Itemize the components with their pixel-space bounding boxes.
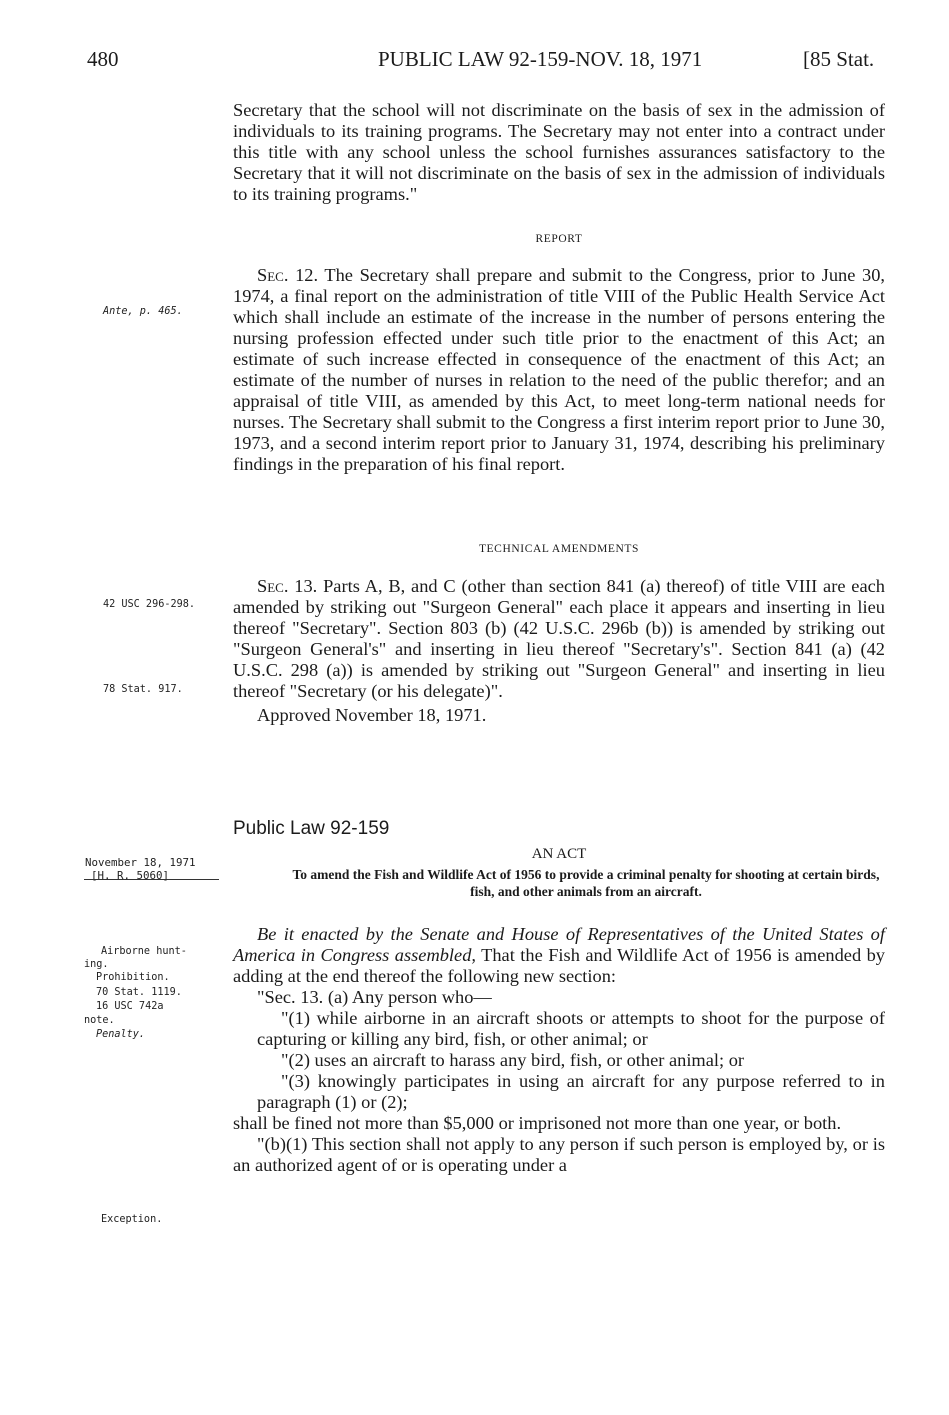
law-body <box>233 924 885 1176</box>
sec-label: Sec. <box>257 576 289 596</box>
enacting-clause-rest: That the Fish and Wildlife Act of 1956 is amended by adding at the end thereof the following new section: <box>233 945 885 986</box>
margin-70stat: 70 Stat. 1119. <box>96 987 182 998</box>
technical-amendments-heading: TECHNICAL AMENDMENTS <box>478 543 640 555</box>
margin-16usc: 16 USC 742a <box>96 1001 164 1012</box>
item-1: "(1) while airborne in an aircraft shoots or attempts to shoot for the purpose of capturing or killing any bird, fish, or other animal; or <box>257 1008 885 1049</box>
margin-airborne-cont: ing. <box>84 959 109 970</box>
margin-penalty: Penalty. <box>96 1029 146 1040</box>
act-label: AN ACT <box>531 846 587 862</box>
approved-date: Approved November 18, 1971. <box>257 705 487 725</box>
item-3: "(3) knowingly participates in using an aircraft for any purpose referred to in paragraph (1) or (2); <box>257 1071 885 1112</box>
report-heading: REPORT <box>535 233 583 245</box>
sec-label: Sec. <box>257 265 289 285</box>
sec-13b: "(b)(1) This section shall not apply to any person if such person is employed by, or is an authorized agent of or is operating under a <box>233 1134 885 1175</box>
enacting-clause: Be it enacted by the Senate and House of Representatives of the United States of America in Congress assembled, <box>233 924 885 965</box>
volume-reference: [85 Stat. <box>803 47 875 71</box>
running-title: PUBLIC LAW 92-159-NOV. 18, 1971 <box>378 47 703 71</box>
margin-note-78stat: 78 Stat. 917. <box>103 684 183 695</box>
margin-note-ante: Ante, p. 465. <box>103 306 183 317</box>
margin-note-42usc: 42 USC 296-298. <box>103 599 196 610</box>
margin-bill: [H. R. 5060] <box>91 869 170 882</box>
margin-exception: Exception. <box>101 1214 163 1225</box>
margin-prohibition: Prohibition. <box>96 972 170 983</box>
margin-rule <box>84 879 219 880</box>
section-13 <box>233 576 885 726</box>
section-13-text: 13. Parts A, B, and C (other than section 841 (a) thereof) of title VIII are each amended by striking out "Surgeon General" each place it appears and inserting in lieu thereof "Secretary". Section 803 (b) (42 U.S.C. 296b (b)) is amended by striking out "Surgeon General's" and inserting in lieu thereof "Secretary's". Section 841 (a) (42 U.S.C. 298 (a)) is amended by striking out "Surgeon General" and inserting in lieu thereof "Secretary (or his delegate)". <box>233 576 885 701</box>
section-12-text: 12. The Secretary shall prepare and submit to the Congress, prior to June 30, 1974, a final report on the administration of title VIII of the Public Health Service Act which shall include an estimate of the increase in the number of persons entering the nursing profession effected under such title prior to the enactment of this Act; an estimate of such increase effected in consequence of the enactment of this Act; an estimate of the number of nurses in relation to the need of the public therefor; and an appraisal of title VIII, as amended by this Act, to meet long-term national needs for nurses. The Secretary shall submit to the Congress a first interim report prior to June 30, 1973, and a second interim report prior to January 31, 1974, describing his preliminary findings in the preparation of his final report. <box>233 265 885 474</box>
margin-date: November 18, 1971 <box>85 856 196 869</box>
section-12 <box>233 265 885 475</box>
margin-airborne: Airborne hunt- <box>101 946 187 957</box>
page-number: 480 <box>87 47 119 71</box>
act-title: To amend the Fish and Wildlife Act of 1956 to provide a criminal penalty for shooting at certain birds, fish, and other animals from an aircraft. <box>292 867 880 899</box>
law-name: Public Law 92-159 <box>233 818 390 839</box>
margin-note-word: note. <box>84 1015 115 1026</box>
continuation-paragraph: Secretary that the school will not discriminate on the basis of sex in the admission of individuals to its training programs. The Secretary may not enter into a contract under this title with any school unless the school furnishes assurances satisfactory to the Secretary that it will not discriminate on the basis of sex in the admission of individuals to its training programs." <box>233 100 885 204</box>
penalty-clause: shall be fined not more than $5,000 or imprisoned not more than one year, or both. <box>233 1113 842 1133</box>
item-2: "(2) uses an aircraft to harass any bird, fish, or other animal; or <box>281 1050 745 1070</box>
sec-13a: "Sec. 13. (a) Any person who— <box>257 987 492 1007</box>
